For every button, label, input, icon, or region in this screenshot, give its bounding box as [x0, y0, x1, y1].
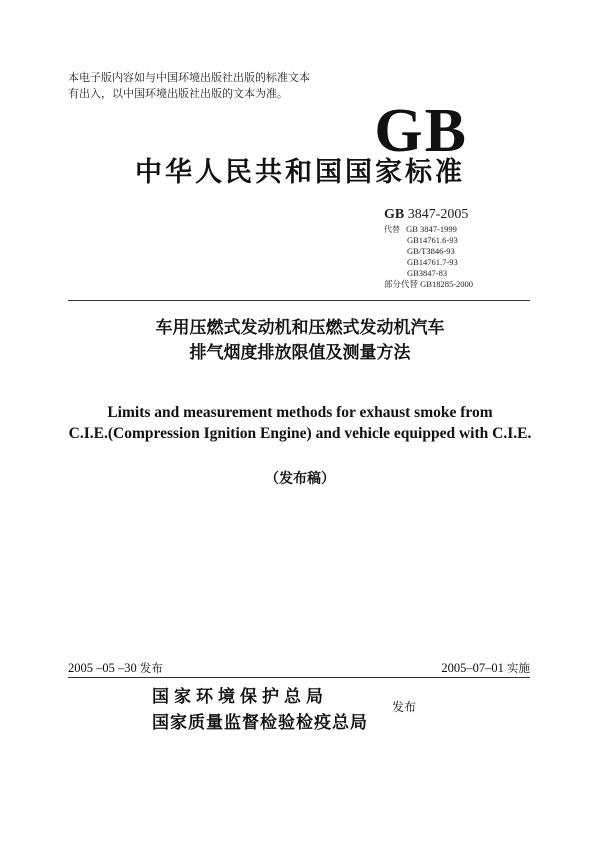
english-title: [0, 402, 600, 444]
english-title-line-2: C.I.E.(Compression Ignition Engine) and vehicle equipped with C.I.E.: [68, 425, 532, 442]
replaced-standard: GB3847-83: [407, 268, 448, 278]
national-standard-title: 中华人民共和国国家标准: [135, 157, 465, 188]
replaces-label: 代替: [384, 225, 400, 234]
gb-logo: GB: [374, 97, 468, 165]
issue-date: [68, 660, 163, 676]
draft-label: （发布稿）: [265, 471, 335, 487]
replaced-standard: GB 3847-1999: [406, 224, 457, 234]
implementation-date-label: 实施: [507, 661, 530, 675]
partially-replaced-standard: GB18285-2000: [420, 279, 474, 289]
replaced-standard: GB/T3846-93: [407, 246, 455, 256]
issue-date-label: 发布: [139, 661, 163, 675]
standard-number: [384, 206, 584, 224]
notice-line-1: 本电子版内容如与中国环境出版社出版的标准文本: [68, 71, 310, 84]
replaced-standard: GB14761.7-93: [407, 257, 458, 267]
english-title-line-1: Limits and measurement methods for exhaust smoke from: [107, 404, 493, 421]
issue-date-value: 2005 –05 –30: [68, 661, 137, 675]
implementation-date: [441, 660, 530, 676]
notice-line-2: 有出入，以中国环境出版社出版的文本为准。: [68, 87, 288, 100]
issuer-environmental-protection: 国家环境保护总局: [152, 687, 328, 707]
partial-replaces-label: 部分代替: [384, 279, 419, 289]
chinese-title-line-2: 排气烟度排放限值及测量方法: [189, 343, 411, 363]
publish-label: 发布: [392, 700, 417, 714]
standard-code-block: [384, 206, 584, 290]
standard-prefix: GB: [384, 207, 405, 222]
chinese-title-line-1: 车用压燃式发动机和压燃式发动机汽车: [155, 318, 445, 338]
chinese-title: [0, 316, 600, 366]
top-divider: [68, 300, 530, 301]
standard-number-value: 3847-2005: [407, 207, 469, 222]
bottom-divider: [68, 677, 530, 678]
replaces-row: [384, 224, 584, 235]
issuer-quality-supervision: 国家质量监督检验检疫总局: [152, 713, 368, 733]
replaced-standard: GB14761.6-93: [407, 235, 458, 245]
publisher-notice: [68, 70, 368, 102]
implementation-date-value: 2005–07–01: [441, 661, 504, 675]
partial-replaces-row: [384, 279, 584, 290]
